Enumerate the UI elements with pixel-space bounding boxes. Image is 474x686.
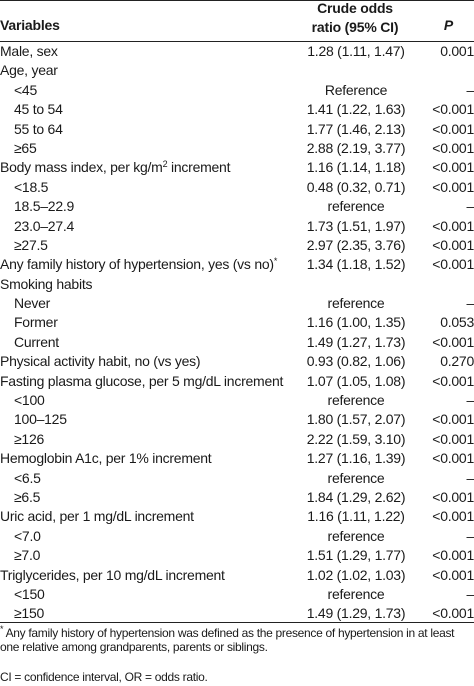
table-row [0, 100, 474, 119]
variable-text: Hemoglobin A1c, per 1% increment [0, 450, 212, 467]
table-row [0, 585, 474, 604]
variable-text: 18.5–22.9 [14, 198, 75, 215]
row-variable-label [14, 178, 48, 197]
row-p-value: <0.001 [432, 430, 474, 447]
variable-text: ≥65 [14, 139, 37, 156]
variable-text: Current [14, 333, 59, 350]
header-variables: Variables [0, 17, 60, 33]
table-row [0, 197, 474, 216]
row-crude-odds-ratio: 1.16 (1.00, 1.35) [306, 314, 406, 331]
row-p-value: – [466, 469, 474, 486]
header-crude-odds-ratio [295, 0, 415, 37]
row-p-value: – [466, 81, 474, 98]
row-variable-label [14, 139, 37, 158]
variable-text: Triglycerides, per 10 mg/dL increment [0, 566, 225, 583]
table-row [0, 275, 474, 294]
row-crude-odds-ratio: 1.34 (1.18, 1.52) [306, 256, 406, 273]
row-p-value: <0.001 [432, 236, 474, 253]
row-p-value: <0.001 [432, 411, 474, 428]
variable-text: <150 [14, 585, 45, 602]
variable-text: ≥150 [14, 605, 45, 622]
table-row [0, 139, 474, 158]
variable-text: <45 [14, 81, 37, 98]
row-crude-odds-ratio: 2.97 (2.35, 3.76) [306, 236, 406, 253]
row-variable-label [0, 352, 200, 371]
row-p-value: <0.001 [432, 178, 474, 195]
table-row [0, 391, 474, 410]
row-variable-label [14, 585, 45, 604]
row-variable-label [0, 42, 58, 61]
row-crude-odds-ratio: reference [327, 585, 385, 602]
row-crude-odds-ratio: reference [327, 198, 385, 215]
table-bottom-rule [0, 622, 474, 623]
row-crude-odds-ratio: 1.51 (1.29, 1.77) [306, 547, 406, 564]
row-p-value: <0.001 [432, 101, 474, 118]
row-crude-odds-ratio: Reference [324, 81, 388, 98]
row-variable-label [0, 449, 211, 468]
variable-text: Fasting plasma glucose, per 5 mg/dL increment [0, 372, 284, 389]
row-variable-label [0, 507, 194, 526]
row-p-value: – [466, 585, 474, 602]
variable-text: ≥7.0 [14, 547, 41, 564]
variable-text: Body mass index, per kg/m [0, 159, 163, 176]
row-p-value: 0.053 [440, 314, 474, 331]
row-p-value: <0.001 [432, 488, 474, 505]
footnote-family-history [0, 626, 474, 654]
row-p-value: – [466, 295, 474, 312]
row-crude-odds-ratio: 1.27 (1.16, 1.39) [306, 450, 406, 467]
row-variable-label [0, 372, 283, 391]
row-crude-odds-ratio: 2.22 (1.59, 3.10) [306, 430, 406, 447]
row-crude-odds-ratio: 0.48 (0.32, 0.71) [306, 178, 406, 195]
table-row [0, 42, 474, 61]
row-p-value: <0.001 [432, 508, 474, 525]
row-variable-label [0, 566, 225, 585]
table-row [0, 352, 474, 371]
row-p-value: 0.270 [440, 353, 474, 370]
table-row [0, 566, 474, 585]
header-crude-line2: ratio (95% CI) [311, 19, 399, 35]
row-p-value: 0.001 [440, 43, 474, 59]
table-row [0, 469, 474, 488]
row-p-value: <0.001 [432, 605, 474, 622]
row-p-value: <0.001 [432, 256, 474, 273]
table-row [0, 410, 474, 429]
table-row [0, 236, 474, 255]
variable-text-suffix: increment [167, 159, 231, 176]
row-crude-odds-ratio: 1.49 (1.27, 1.73) [306, 333, 406, 350]
row-p-value: <0.001 [432, 120, 474, 137]
table-row [0, 372, 474, 391]
row-variable-label [0, 158, 230, 177]
table-row [0, 217, 474, 236]
footnote-mark: * [0, 624, 4, 634]
row-p-value: – [466, 527, 474, 544]
table-row [0, 430, 474, 449]
row-variable-label [14, 81, 37, 100]
table-row [0, 158, 474, 177]
row-variable-label [14, 430, 44, 449]
variable-text: Never [14, 295, 51, 312]
row-crude-odds-ratio: reference [327, 392, 385, 409]
row-crude-odds-ratio: 2.88 (2.19, 3.77) [306, 139, 406, 156]
variable-text: Former [14, 314, 58, 331]
variable-text: Male, sex [0, 43, 58, 59]
variable-text: Smoking habits [0, 275, 93, 292]
row-variable-label [0, 255, 277, 274]
row-p-value: <0.001 [432, 139, 474, 156]
variable-text: ≥27.5 [14, 236, 48, 253]
row-p-value: – [466, 198, 474, 215]
row-p-value: <0.001 [432, 333, 474, 350]
row-crude-odds-ratio: 1.16 (1.11, 1.22) [307, 508, 405, 525]
table-row [0, 178, 474, 197]
row-crude-odds-ratio: 1.16 (1.14, 1.18) [306, 159, 406, 176]
footnote-text: Any family history of hypertension was defined as the presence of hypertension in at least one relative among grandparents, parents or siblings. [0, 626, 455, 654]
table-row [0, 313, 474, 332]
row-variable-label [14, 100, 63, 119]
header-p-value: P [443, 17, 454, 33]
row-variable-label [14, 391, 45, 410]
row-crude-odds-ratio: 1.80 (1.57, 2.07) [306, 411, 406, 428]
row-crude-odds-ratio: 1.49 (1.29, 1.73) [306, 605, 406, 622]
row-p-value: <0.001 [432, 450, 474, 467]
variable-text: 45 to 54 [14, 101, 63, 118]
table-body [0, 42, 474, 624]
variable-text: Physical activity habit, no (vs yes) [0, 353, 201, 370]
row-crude-odds-ratio: reference [327, 527, 385, 544]
table-row [0, 449, 474, 468]
row-variable-label [14, 313, 58, 332]
variable-text: 23.0–27.4 [14, 217, 75, 234]
variable-text: ≥6.5 [14, 488, 41, 505]
table-row [0, 488, 474, 507]
row-crude-odds-ratio: 1.73 (1.51, 1.97) [306, 217, 406, 234]
superscript: * [273, 256, 278, 267]
row-variable-label [14, 527, 41, 546]
table-row [0, 61, 474, 80]
row-crude-odds-ratio: 1.02 (1.02, 1.03) [306, 566, 406, 583]
row-crude-odds-ratio: 1.77 (1.46, 2.13) [306, 120, 406, 137]
table-row [0, 507, 474, 526]
row-crude-odds-ratio: reference [327, 295, 385, 312]
row-p-value: <0.001 [432, 547, 474, 564]
row-variable-label [14, 604, 44, 623]
footnote-abbreviations: CI = confidence interval, OR = odds ratio. [0, 670, 208, 684]
row-variable-label [0, 61, 58, 80]
row-crude-odds-ratio: reference [327, 469, 385, 486]
row-variable-label [14, 546, 40, 565]
table-row [0, 294, 474, 313]
variable-text: Age, year [0, 62, 58, 79]
row-p-value: <0.001 [432, 159, 474, 176]
variable-text: ≥126 [14, 430, 45, 447]
row-variable-label [14, 410, 67, 429]
table-header [0, 0, 474, 42]
row-variable-label [14, 469, 41, 488]
row-p-value: – [466, 392, 474, 409]
row-crude-odds-ratio: 1.84 (1.29, 2.62) [306, 488, 406, 505]
row-crude-odds-ratio: 1.28 (1.11, 1.47) [307, 43, 405, 59]
row-variable-label [14, 120, 63, 139]
table-row [0, 604, 474, 623]
table-row [0, 81, 474, 100]
row-variable-label [14, 333, 59, 352]
variable-text: <6.5 [14, 469, 41, 486]
variable-text: 55 to 64 [14, 120, 63, 137]
table-row [0, 255, 474, 274]
row-p-value: <0.001 [432, 372, 474, 389]
variable-text: 100–125 [14, 411, 67, 428]
variable-text: Any family history of hypertension, yes (vs no) [0, 256, 274, 273]
row-crude-odds-ratio: 1.41 (1.22, 1.63) [306, 101, 406, 118]
row-p-value: <0.001 [432, 566, 474, 583]
table-row [0, 333, 474, 352]
row-variable-label [14, 236, 48, 255]
row-p-value: <0.001 [432, 217, 474, 234]
row-variable-label [14, 217, 74, 236]
variable-text: <18.5 [14, 178, 49, 195]
row-variable-label [0, 275, 92, 294]
variable-text: <100 [14, 392, 45, 409]
row-variable-label [14, 294, 50, 313]
variable-text: <7.0 [14, 527, 41, 544]
row-variable-label [14, 197, 74, 216]
row-crude-odds-ratio: 1.07 (1.05, 1.08) [306, 372, 406, 389]
header-crude-line1: Crude odds [317, 0, 393, 16]
variable-text: Uric acid, per 1 mg/dL increment [0, 508, 194, 525]
row-crude-odds-ratio: 0.93 (0.82, 1.06) [306, 353, 406, 370]
superscript: 2 [162, 159, 168, 170]
row-variable-label [14, 488, 40, 507]
table-row [0, 120, 474, 139]
table-row [0, 546, 474, 565]
table-row [0, 527, 474, 546]
